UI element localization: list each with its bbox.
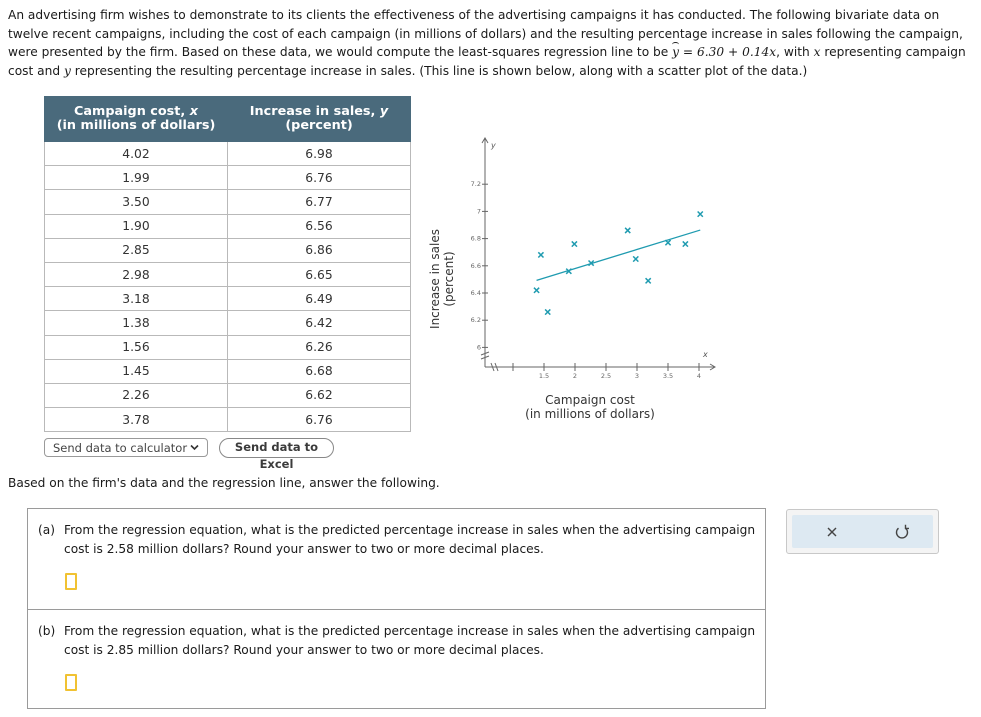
x-tick-label: 3	[634, 372, 640, 380]
regression-equation: = 6.30 + 0.14x	[682, 45, 777, 60]
cell-sales-increase: 6.86	[228, 238, 411, 262]
table-row	[45, 287, 411, 311]
answer-input-b[interactable]	[65, 674, 77, 691]
x-tick-label: 2	[572, 372, 578, 380]
cell-sales-increase: 6.62	[228, 383, 411, 407]
cell-sales-increase: 6.65	[228, 262, 411, 286]
y-tick-label: 7.2	[470, 180, 481, 189]
chart-y-axis-label: Increase in sales (percent)	[428, 229, 456, 329]
cell-campaign-cost: 2.98	[45, 262, 228, 286]
data-point	[633, 256, 638, 261]
send-to-excel-button[interactable]: Send data to Excel	[219, 438, 334, 458]
cell-campaign-cost: 1.45	[45, 359, 228, 383]
cell-sales-increase: 6.77	[228, 190, 411, 214]
problem-intro: An advertising firm wishes to demonstrate to its clients the effectiveness of the advertising campaigns it has conducted. The following bivariate data on twelve recent campaigns, including the cost of each campaign (in millions of dollars) and the resulting percentage increase in sales following the campaign, were presented by the firm. Based on these data, we would compute the least-squares regression line to be y = 6.30 + 0.14x, with x representing campaign cost and y representing the resulting percentage increase in sales. (This line is shown below, along with a scatter plot of the data.)	[8, 8, 966, 78]
question-a	[28, 509, 765, 610]
data-point	[698, 212, 703, 217]
y-tick-label: 7	[476, 207, 481, 216]
table-row	[45, 166, 411, 190]
cell-campaign-cost: 1.99	[45, 166, 228, 190]
x-tick-label: 1.5	[538, 372, 550, 380]
cell-sales-increase: 6.26	[228, 335, 411, 359]
cell-campaign-cost: 2.26	[45, 383, 228, 407]
cell-sales-increase: 6.49	[228, 287, 411, 311]
data-point	[646, 278, 651, 283]
intro-text: An advertising firm wishes to demonstrate to its clients the effectiveness of the advertising campaigns it has conducted. The following bivariate data on twelve recent campaigns, including the cost of each campaign (in millions of dollars) and the resulting percentage increase in sales following the campaign, were presented by the firm. Based on these data, we would compute the least-squares regression line to be	[8, 8, 963, 60]
data-table	[44, 96, 411, 432]
table-row	[45, 262, 411, 286]
table-row	[45, 359, 411, 383]
y-tick-label: 6.4	[470, 289, 481, 297]
cell-campaign-cost: 3.78	[45, 408, 228, 432]
header-campaign-cost: Campaign cost, x (in millions of dollars)	[45, 97, 228, 142]
scatter-chart	[415, 130, 725, 380]
y-tick-label: 6	[476, 343, 481, 352]
send-to-calculator-dropdown[interactable]	[44, 438, 208, 457]
y-hat-symbol: y	[672, 43, 679, 62]
y-tick-label: 6.8	[470, 234, 481, 243]
x-tick-label: 4	[696, 372, 702, 380]
question-b	[28, 610, 765, 708]
x-icon[interactable]	[820, 520, 844, 544]
header-sales-increase: Increase in sales, y (percent)	[228, 97, 411, 142]
question-letter: (b)	[38, 624, 56, 638]
table-row	[45, 311, 411, 335]
data-point	[665, 240, 670, 245]
cell-campaign-cost: 3.18	[45, 287, 228, 311]
undo-icon[interactable]	[890, 520, 914, 544]
cell-sales-increase: 6.76	[228, 408, 411, 432]
x-axis-var: x	[703, 350, 708, 359]
questions-panel	[27, 508, 766, 709]
answer-input-a[interactable]	[65, 573, 77, 590]
cell-sales-increase: 6.98	[228, 142, 411, 166]
chart-x-axis-label: Campaign cost (in millions of dollars)	[525, 393, 655, 421]
cell-campaign-cost: 4.02	[45, 142, 228, 166]
instructions: Based on the firm's data and the regression line, answer the following.	[8, 476, 440, 490]
y-tick-label: 6.2	[470, 316, 481, 325]
cell-sales-increase: 6.76	[228, 166, 411, 190]
table-row	[45, 238, 411, 262]
table-row	[45, 214, 411, 238]
cell-campaign-cost: 1.90	[45, 214, 228, 238]
data-point	[545, 309, 550, 314]
question-letter: (a)	[38, 523, 55, 537]
question-text: From the regression equation, what is the predicted percentage increase in sales when the advertising campaign cost is 2.85 million dollars? Round your answer to two or more decimal places.	[64, 624, 756, 657]
data-point	[538, 252, 543, 257]
x-tick-label: 2.5	[600, 372, 612, 380]
table-row	[45, 335, 411, 359]
chevron-down-icon	[188, 441, 201, 454]
cell-campaign-cost: 3.50	[45, 190, 228, 214]
table-row	[45, 190, 411, 214]
answer-tools	[786, 509, 939, 554]
question-text: From the regression equation, what is the predicted percentage increase in sales when the advertising campaign cost is 2.58 million dollars? Round your answer to two or more decimal places.	[64, 523, 756, 556]
data-point	[683, 241, 688, 246]
data-point	[572, 241, 577, 246]
calculator-label: Send data to calculator	[53, 441, 188, 455]
regression-line	[537, 230, 701, 280]
y-tick-label: 6.6	[470, 261, 481, 270]
table-row	[45, 142, 411, 166]
cell-sales-increase: 6.42	[228, 311, 411, 335]
cell-campaign-cost: 1.56	[45, 335, 228, 359]
cell-sales-increase: 6.68	[228, 359, 411, 383]
data-point	[625, 228, 630, 233]
table-row	[45, 408, 411, 432]
data-point	[534, 288, 539, 293]
cell-campaign-cost: 2.85	[45, 238, 228, 262]
cell-campaign-cost: 1.38	[45, 311, 228, 335]
table-row	[45, 383, 411, 407]
x-tick-label: 3.5	[662, 372, 674, 380]
y-axis-var: y	[491, 141, 496, 150]
cell-sales-increase: 6.56	[228, 214, 411, 238]
